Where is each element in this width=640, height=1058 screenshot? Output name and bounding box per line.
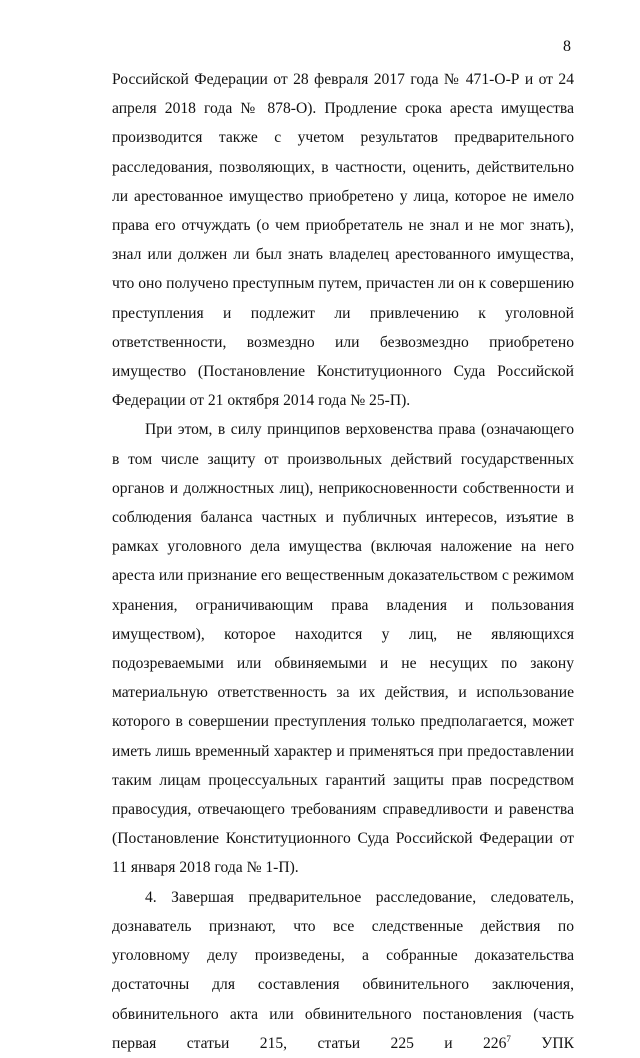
article-superscript: 7: [506, 1033, 511, 1044]
page-number: 8: [563, 38, 571, 55]
document-body: [112, 65, 574, 1058]
paragraph-4-text: 4. Завершая предварительное расследование, следователь, дознаватель признают, что все следственные действия по уголовному делу произведены, а собранные доказательства достаточны для составления обвинительного заключения, обвинительного акта или обвинительного постановления (часть первая статьи 215, статьи 225 и 226: [112, 888, 574, 1052]
paragraph-4-tail: УПК: [510, 1034, 574, 1052]
paragraph-principles: При этом, в силу принципов верховенства права (означающего в том числе защиту от произвольных действий государственных органов и должностных лиц), неприкосновенности собственности и соблюдения баланса частных и публичных интересов, изъятие в рамках уголовного дела имущества (включая наложение на него ареста или признание его вещественным доказательством с режимом хранения, ограничивающим права владения и пользования имуществом), которое находится у лиц, не являющихся подозреваемыми или обвиняемыми и не несущих по закону материальную ответственность за их действия, и использование которого в совершении преступления только предполагается, может иметь лишь временный характер и применяться при предоставлении таким лицам процессуальных гарантий защиты прав посредством правосудия, отвечающего требованиям справедливости и равенства (Постановление Конституционного Суда Российской Федерации от 11 января 2018 года № 1-П).: [112, 421, 574, 877]
paragraph-4: [112, 883, 574, 1058]
paragraph-continuation: Российской Федерации от 28 февраля 2017 года № 471-О-Р и от 24 апреля 2018 года № 878-О). Продление срока ареста имущества производится также с учетом результатов предварительного расследования, позволяющих, в частности, оценить, действительно ли арестованное имущество приобретено у лица, которое не имело права его отчуждать (о чем приобретатель не знал и не мог знать), знал или должен ли был знать владелец арестованного имущества, что оно получено преступным путем, причастен ли он к совершению преступления и подлежит ли привлечению к уголовной ответственности, возмездно или безвозмездно приобретено имущество (Постановление Конституционного Суда Российской Федерации от 21 октября 2014 года № 25-П).: [112, 71, 574, 410]
